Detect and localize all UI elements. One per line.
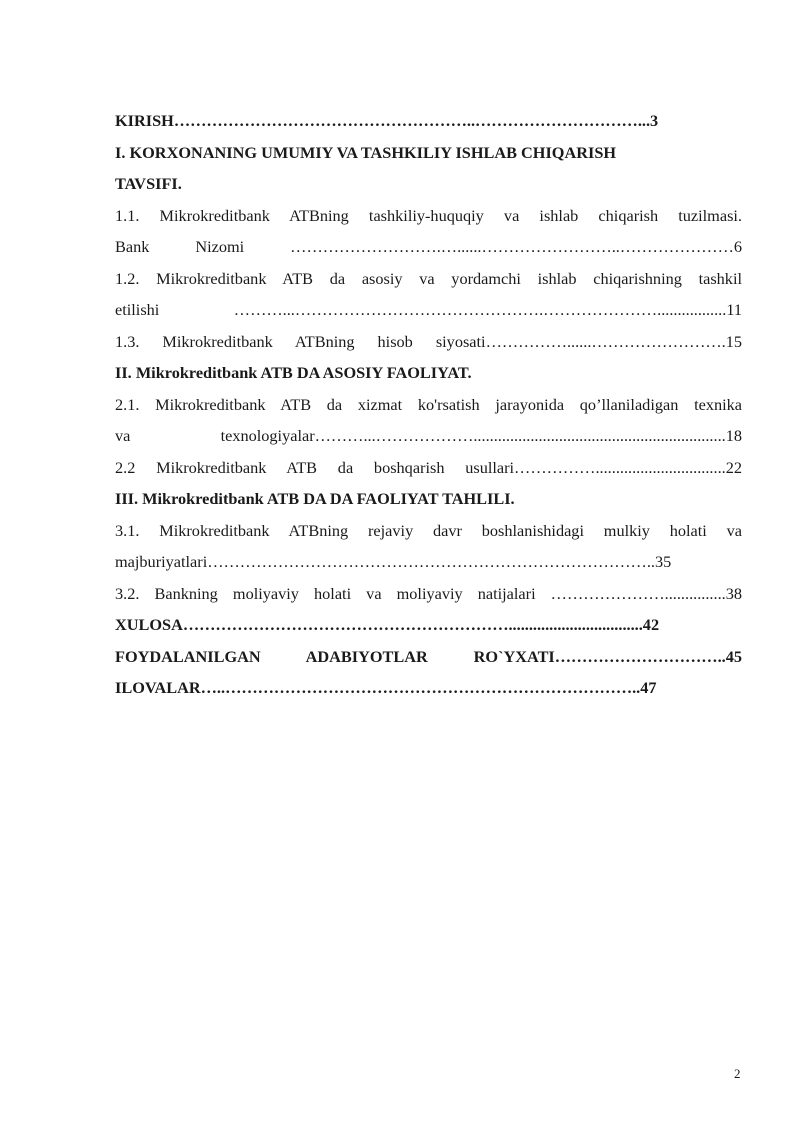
toc-line: II. Mikrokreditbank ATB DA ASOSIY FAOLIYAT. (115, 363, 472, 382)
toc-line: 2.2 Mikrokreditbank ATB da boshqarish usullari……………................................22 (115, 457, 742, 477)
toc-line: 1.2. Mikrokreditbank ATB da asosiy va yordamchi ishlab chiqarishning tashkil (115, 268, 742, 288)
toc-line: 3.1. Mikrokreditbank ATBning rejaviy davr boshlanishidagi mulkiy holati va (115, 520, 742, 540)
toc-line: XULOSA…………………………………………………….................................42 (115, 615, 660, 634)
toc-line: FOYDALANILGAN ADABIYOTLAR RO`YXATI…………………………..45 (115, 646, 742, 666)
toc-line: etilishi ………...……………………………………….………………….................11 (115, 300, 742, 319)
toc-line: va texnologiyalar………...………………..............................................................18 (115, 426, 742, 445)
toc-line: I. KORXONANING UMUMIY VA TASHKILIY ISHLAB CHIQARISH (115, 142, 617, 162)
table-of-contents (115, 109, 742, 708)
toc-line: 1.1. Mikrokreditbank ATBning tashkiliy-huquqiy va ishlab chiqarish tuzilmasi. (115, 205, 742, 225)
toc-line: III. Mikrokreditbank ATB DA DA FAOLIYAT TAHLILI. (115, 489, 515, 508)
toc-line: TAVSIFI. (115, 174, 182, 193)
toc-line: ILOVALAR…..…………………………………………………………………..47 (115, 678, 657, 697)
toc-line: 1.3. Mikrokreditbank ATBning hisob siyosati……………......…………………….15 (115, 331, 742, 351)
page-number: 2 (734, 1066, 741, 1081)
toc-line: KIRISH………………………………………………..…………………………...3 (115, 111, 659, 130)
toc-line: Bank Nizomi ……………………….…......……………………..…………………6 (115, 237, 742, 256)
toc-line: majburiyatlari………………………………………………………………………..35 (115, 552, 672, 571)
toc-line: 2.1. Mikrokreditbank ATB da xizmat ko'rsatish jarayonida qo’llaniladigan texnika (115, 394, 742, 414)
toc-line: 3.2. Bankning moliyaviy holati va moliyaviy natijalari …………………...............38 (115, 583, 742, 603)
